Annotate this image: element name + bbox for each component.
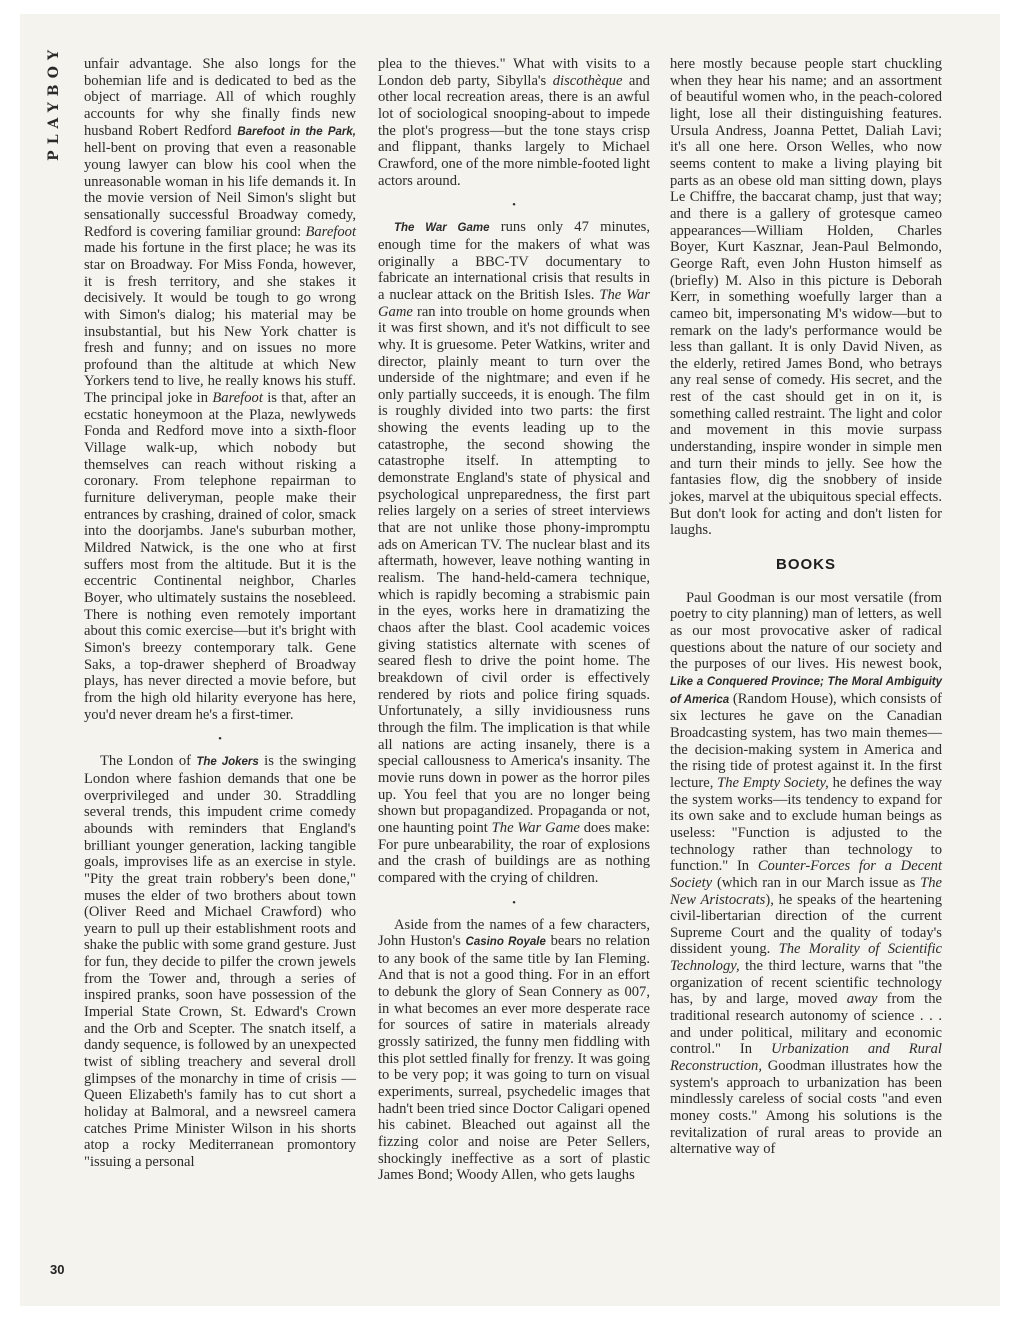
text-run: does make: For pure unbearability, the roar of explosions and the crash of buildings are as nothing compared with the crying of children. <box>378 819 650 886</box>
paragraph <box>378 56 650 189</box>
text-run: plea to the thieves." What with visits to a London deb party, Sibylla's <box>378 56 650 89</box>
paragraph <box>670 56 942 539</box>
text-run: and other local recreation areas, there is an awful lot of sociological snooping-about to impede the plot's progress—but the tone stays crisp and flippant, thanks largely to Michael Crawford, one of the more nimble-footed light actors around. <box>378 72 650 189</box>
italic-title: Barefoot <box>212 390 263 407</box>
text-run: (Random House), which consists of six lectures he gave on the Canadian Broadcasting system, has two main themes—the decision-making system in America and the rising tide of protest against it. In the first lecture, <box>670 690 942 791</box>
text-run: (which ran in our March issue as <box>712 874 921 891</box>
italic-title: The Empty Society, <box>717 774 829 791</box>
work-title: Barefoot in the Park, <box>237 125 356 138</box>
work-title: Casino Royale <box>465 936 546 949</box>
text-run: unfair advantage. She also longs for the bohemian life and is dedicated to bed as the object of marriage. All of which roughly accounts for why she finally finds new husband Robert Redford <box>84 56 356 139</box>
text-run: runs only 47 minutes, enough time for the makers of what was originally a BBC-TV documentary to fabricate an international crisis that results in a nuclear attack on the British Isles. <box>378 219 650 303</box>
text-run: from the traditional research autonomy of science . . . and under political, military and economic control." In <box>670 991 942 1058</box>
paragraph <box>378 917 650 1185</box>
work-title: The Jokers <box>196 756 259 769</box>
paragraph <box>378 219 650 886</box>
column-1 <box>84 56 356 1171</box>
paragraph <box>84 56 356 723</box>
column-3 <box>670 56 942 1158</box>
text-run: bears no relation to any book of the same title by Ian Fleming. And that is not a good thing. For in an effort to debunk the glory of Sean Connery as 007, in what becomes an ever more desperate race for sources of satire in materials already grossly satirized, the funny men fiddling with this plot settled finally for frenzy. It was going to be very pop; it was going to turn on visual experiments, surreal, psychedelic images that hadn't been tried since Doctor Caligari opened his cabinet. Bleached out against all the fizzing color and noise are Peter Sellers, shockingly ineffective as a sort of plastic James Bond; Woody Allen, who gets laughs <box>378 933 651 1184</box>
italic-title: The New Aristocrats <box>670 874 942 908</box>
running-head: PLAYBOY <box>46 44 62 161</box>
italic-title: discothèque <box>552 72 623 89</box>
work-title: The War Game <box>394 222 490 235</box>
section-separator: • <box>218 733 222 746</box>
column-2 <box>378 56 650 1184</box>
work-title: Like a Conquered Province; The Moral Ambiguity of America <box>670 675 942 706</box>
paragraph <box>84 753 356 1170</box>
italic-title: Barefoot <box>305 223 356 240</box>
text-run: is the swinging London where fashion demands that one be overprivileged and under 30. Straddling several trends, this impudent crime comedy abounds with reminders that England's brilliant younger generation, lacking tangible goals, improvises life as an exercise in style. "Pity the great train robbery's been done," muses the elder of two brothers about town (Oliver Reed and Michael Crawford) who yearn to pull up their establishment roots and shake the public with some grand gesture. Just for fun, they decide to pilfer the crown jewels from the Tower and, through a series of inspired pranks, soon have possession of the Imperial State Crown, St. Edward's Crown and the Orb and Scepter. The snatch itself, a dandy sequence, is followed by an unexpected twist of sibling treachery and several droll glimpses of the monarchy in time of crisis —Queen Elizabeth's family has to cut short a holiday at Balmoral, and a newsreel camera catches Prime Minister Wilson in his shorts atop a rocky Mediterranean promontory "issuing a personal <box>84 753 356 1170</box>
text-run: the third lecture, warns that "the organization of recent scientific technology has, by and large, moved <box>670 958 942 1008</box>
text-run: The London of <box>100 753 197 770</box>
text-run: hell-bent on proving that even a reasonable young lawyer can blow his cool when the unreasonable woman in his life demands it. In the movie version of Neil Simon's slight but sensationally successful Broadway comedy, Redford is covering familiar ground: <box>84 140 356 240</box>
page-number: 30 <box>50 1262 65 1277</box>
text-run: Goodman illustrates how the system's approach to urbanization has been mindlessly careless of social costs "and even money costs." Among his solutions is the revitalization of rural areas to provide an alternative way of <box>670 1058 942 1158</box>
italic-title: The War Game <box>491 819 580 836</box>
italic-title: Urbanization and Rural Reconstruction, <box>670 1041 942 1075</box>
section-separator: • <box>512 199 516 212</box>
text-run: made his fortune in the first place; he was its star on Broadway. For Miss Fonda, however, it is fresh territory, and she stakes it decisively. It would be tough to go wrong with Simon's dialog; his material may be insubstantial, but his New York chatter is fresh and funny; and on issues no more profound than the altitude at which New Yorkers tend to live, he really knows his stuff. The principal joke in <box>84 240 356 407</box>
section-separator: • <box>512 896 516 909</box>
paragraph <box>670 590 942 1158</box>
italic-title: The War Game <box>378 286 650 320</box>
section-heading-books: BOOKS <box>775 556 836 574</box>
text-run: ), he speaks of the heartening civil-libertarian direction of the current Supreme Court and the quality of today's dissident young. <box>670 891 942 958</box>
text-run: he defines the way the system works—its tendency to expand for its own sake and to exclude human beings as useless: "Function is adjusted to the technology rather than technology to function." In <box>670 774 942 875</box>
italic-title: Counter-Forces for a Decent Society <box>670 858 942 891</box>
text-run: Aside from the names of a few characters, John Huston's <box>378 916 650 950</box>
text-run: ran into trouble on home grounds when it was first shown, and it's not difficult to see why. It is gruesome. Peter Watkins, writer and director, plainly meant to turn over the underside of the nightmare; and even if he only partially succeeds, it is enough. The film is roughly divided into two parts: the first showing the events leading up to the catastrophe, the second showing the catastrophe itself. In attempting to demonstrate England's state of physical and psychological unpreparedness, the first part relies largely on a series of street interviews that are not unlike those phony-impromptu ads on American TV. The nuclear blast and its aftermath, however, leave nothing wanting in realism. The hand-held-camera technique, which is rapidly becoming a strabismic pain in the eyes, works here in dramatizing the chaos after the blast. Cool academic voices giving statistics alternate with scenes of seared flesh to drive the point home. The breakdown of civil order is effectively rendered by riots and police firing squads. Unfortunately, a silly invidiousness runs through the film. The implication is that while all nations are acting insanely, there is a special callousness to America's insanity. The movie runs down in power as the horror piles up. You feel that you are no longer being shown but propagandized. Propaganda or not, one haunting point <box>378 303 650 836</box>
text-run: Paul Goodman is our most versatile (from poetry to city planning) man of letters, as well as our most provocative asker of radical questions about the nature of our society and the purposes of our lives. His newest book, <box>670 589 942 673</box>
text-run: is that, after an ecstatic honeymoon at the Plaza, newlyweds Fonda and Redford move into a sixth-floor Village walk-up, which nobody but themselves can reach without risking a coronary. From telephone repairman to furniture deliveryman, people make their entrances by crashing, drained of color, smack into the doorjambs. Jane's suburban mother, Mildred Natwick, is the one who at first suffers most from the altitude. But it is the eccentric Continental neighbor, Charles Boyer, who ultimately sustains the nosebleed. There is nothing even remotely important about this comic exercise—but it's bright with Simon's breezy contemporary talk. Gene Saks, a top-drawer shepherd of Broadway plays, has never directed a movie before, but from the high old hilarity everyone has here, you'd never dream he's a first-timer. <box>84 390 356 723</box>
italic-title: away <box>846 991 878 1008</box>
italic-title: The Morality of Scientific Technology, <box>670 941 943 975</box>
text-run: here mostly because people start chuckling when they hear his name; and an assortment of beautiful women who, in the peach-colored light, lose all their distinguishing features. Ursula Andress, Joanna Pettet, Daliah Lavi; it's all one here. Orson Welles, who now seems content to make a living playing bit parts as an obese old man sitting down, plays Le Chiffre, the baccarat champ, just that way; and there is a gallery of grotesque cameo appearances—William Holden, Charles Boyer, Kurt Kasznar, Jean-Paul Belmondo, George Raft, even John Huston himself as (briefly) M. Also in this picture is Deborah Kerr, in something woefully larger than a cameo bit, impersonating M's widow—but to remark on the lady's performance would be less than gallant. It is only David Niven, as the elderly, retired James Bond, who betrays any real sense of comedy. His secret, and the rest of the cast should get in on it, is something called restraint. The light and color and movement in this movie surpass understanding, inspire wonder in simple men and turn their minds to jelly. See how the fantasies flow, dig the snobbery of inside jokes, marvel at the ubiquitous special effects. But don't look for acting and don't listen for laughs. <box>670 56 942 539</box>
